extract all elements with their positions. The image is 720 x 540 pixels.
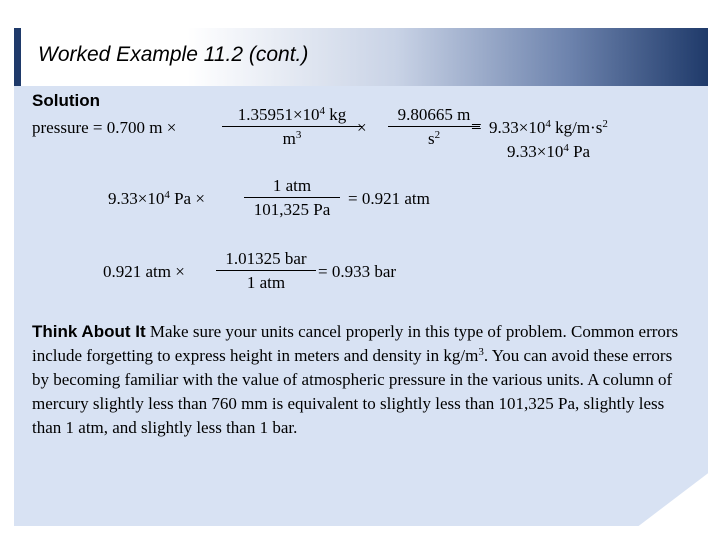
- think-about-it-text: Make sure your units cancel properly in this type of problem. Common errors include forgetting to express height in meters and density in kg/m: [32, 322, 679, 365]
- density-denominator: $m^3$: [282, 129, 302, 148]
- gravity-denominator: $s^2$: [427, 129, 441, 148]
- atm-result: = 0.921 atm: [348, 189, 430, 208]
- pressure-expression-lhs: pressure = 0.700 m ×: [32, 118, 177, 137]
- pressure-result-si-base: $9.33\times 10^4$ $kg/m\cdot s^2$: [489, 118, 608, 137]
- pa-denominator: 101,325 Pa: [253, 200, 331, 219]
- atm-to-bar-lhs: 0.921 atm ×: [103, 262, 185, 281]
- bar-result: = 0.933 bar: [318, 262, 397, 281]
- equals-sign: =: [471, 117, 482, 138]
- slide-title: Worked Example 11.2 (cont.): [38, 43, 309, 66]
- atm-denominator: 1 atm: [246, 273, 286, 292]
- fraction-bar: [388, 126, 480, 127]
- think-about-it-heading: Think About It: [32, 322, 146, 341]
- think-about-it-text-cont: . You can avoid these errors by becoming familiar with the value of atmospheric pressure in the various units. A column of mercury slightly less than 760 mm is equivalent to slightly less than 101,325 Pa, slightly less than 1 atm, and slightly less than 1 bar.: [32, 346, 673, 437]
- pressure-result-pa: $9.33\times 10^4$ Pa: [507, 142, 591, 161]
- multiply-sign: ×: [357, 118, 367, 137]
- think-about-it-paragraph: Think About It Make sure your units cancel properly in this type of problem. Common errors include forgetting to express height in meters and density in $kg/m^3$. You can avoid these errors by becoming familiar with the value of atmospheric pressure in the various units. A column of mercury slightly less than 760 mm is equivalent to slightly less than 101,325 Pa, slightly less than 1 atm, and slightly less than 1 bar.: [32, 322, 679, 437]
- density-numerator: $1.35951\times 10^4$ kg: [237, 105, 347, 124]
- title-accent-stripe: [14, 28, 21, 86]
- solution-heading: Solution: [32, 91, 100, 110]
- pa-to-atm-lhs: $9.33\times 10^4$ Pa ×: [108, 189, 205, 208]
- content-panel: [14, 86, 708, 526]
- fraction-bar: [216, 270, 316, 271]
- fraction-bar: [222, 126, 362, 127]
- bar-numerator: 1.01325 bar: [225, 249, 307, 268]
- gravity-numerator: 9.80665 m: [397, 105, 471, 124]
- atm-numerator: 1 atm: [272, 176, 312, 195]
- fraction-bar: [244, 197, 340, 198]
